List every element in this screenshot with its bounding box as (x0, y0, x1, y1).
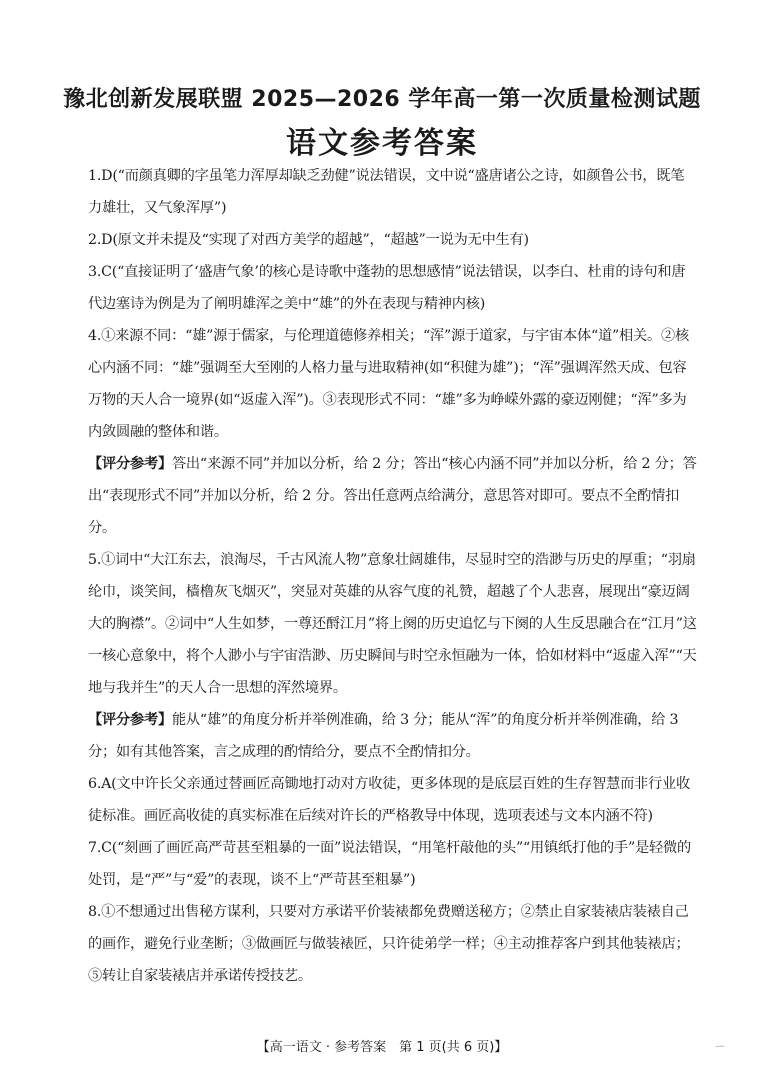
scoring-text: 能从“雄”的角度分析并举例准确，给 3 分；能从“浑”的角度分析并举例准确，给 3 分；如有其他答案，言之成理的酌情给分，要点不全酌情扣分。 (88, 712, 679, 760)
item-number: 8. (88, 904, 102, 920)
item-number: 4. (88, 328, 102, 344)
answer-item-5 (88, 544, 698, 768)
scoring-label: 【评分参考】 (88, 712, 172, 728)
answer-item-4 (88, 320, 698, 544)
answer-item-8 (88, 896, 698, 992)
answer-key-heading: 语文参考答案 (286, 126, 478, 161)
item-text: A(文中许长父亲通过替画匠高锄地打动对方收徒，更多体现的是底层百姓的生存智慧而非行业收徒标准。画匠高收徒的真实标准在后续对许长的严格教导中体现，选项表述与文本内涵不符) (88, 776, 691, 824)
item-text: D(原文并未提及“实现了对西方美学的超越”，“超越”一说为无中生有) (101, 232, 529, 248)
answer-item-3 (88, 256, 698, 320)
page-footer: 【高一语文 · 参考答案 第 1 页(共 6 页)】 (256, 1040, 508, 1055)
answer-item-1 (88, 160, 698, 224)
answer-item-6 (88, 768, 698, 832)
item-number: 7. (88, 840, 102, 856)
answer-item-7 (88, 832, 698, 896)
item-number: 5. (88, 552, 102, 568)
item-text: ①来源不同：“雄”源于儒家，与伦理道德修养相关；“浑”源于道家，与宇宙本体“道”相关。②核心内涵不同：“雄”强调至大至刚的人格力量与进取精神(如“积健为雄”)；“浑”强调浑然天成、包容万物的天人合一境界(如“返虚入浑”)。③表现形式不同：“雄”多为峥嵘外露的豪迈刚健；“浑”多为内敛圆融的整体和谐。 (88, 328, 689, 440)
item-text: C(“直接证明了‘盛唐气象’的核心是诗歌中蓬勃的思想感情”说法错误，以李白、杜甫的诗句和唐代边塞诗为例是为了阐明雄浑之美中“雄”的外在表现与精神内核) (88, 264, 686, 312)
item-text: C(“刻画了画匠高严苛甚至粗暴的一面”说法错误，“用笔杆敲他的头”“用镇纸打他的手”是轻微的处罚，是“严”与“爱”的表现，谈不上“严苛甚至粗暴”) (88, 840, 691, 888)
item-number: 2. (88, 232, 102, 248)
answer-list (88, 160, 698, 992)
item-number: 3. (88, 264, 102, 280)
item-text: D(“而颜真卿的字虽笔力浑厚却缺乏劲健”说法错误，文中说“盛唐诸公之诗，如颜鲁公书，既笔力雄壮，又气象浑厚”) (88, 168, 685, 216)
item-text: ①不想通过出售秘方谋利，只要对方承诺平价装裱都免费赠送秘方；②禁止自家装裱店装裱自己的画作，避免行业垄断；③做画匠与做装裱匠，只许徒弟学一样；④主动推荐客户到其他装裱店；⑤转让自家装裱店并承诺传授技艺。 (88, 904, 690, 984)
answer-item-2 (88, 224, 698, 256)
exam-title: 豫北创新发展联盟 2025—2026 学年高一第一次质量检测试题 (63, 87, 701, 112)
corner-mark: ㅡ (715, 1043, 724, 1053)
item-number: 1. (88, 168, 102, 184)
scoring-label: 【评分参考】 (88, 456, 172, 472)
item-text: ①词中“大江东去，浪淘尽，千古风流人物”意象壮阔雄伟，尽显时空的浩渺与历史的厚重；“羽扇纶巾，谈笑间，樯橹灰飞烟灭”，突显对英雄的从容气度的礼赞，超越了个人悲喜，展现出“豪迈阔大的胸襟”。②词中“人生如梦，一尊还酹江月”将上阕的历史追忆与下阕的人生反思融合在“江月”这一核心意象中，将个人渺小与宇宙浩渺、历史瞬间与时空永恒融为一体，恰如材料中“返虚入浑”“天地与我并生”的天人合一思想的浑然境界。 (88, 552, 697, 696)
item-number: 6. (88, 776, 102, 792)
scoring-note (88, 704, 698, 768)
scoring-note (88, 448, 698, 544)
scoring-text: 答出“来源不同”并加以分析，给 2 分；答出“核心内涵不同”并加以分析，给 2 分；答出“表现形式不同”并加以分析，给 2 分。答出任意两点给满分，意思答对即可。要点不全酌情扣分。 (88, 456, 697, 536)
